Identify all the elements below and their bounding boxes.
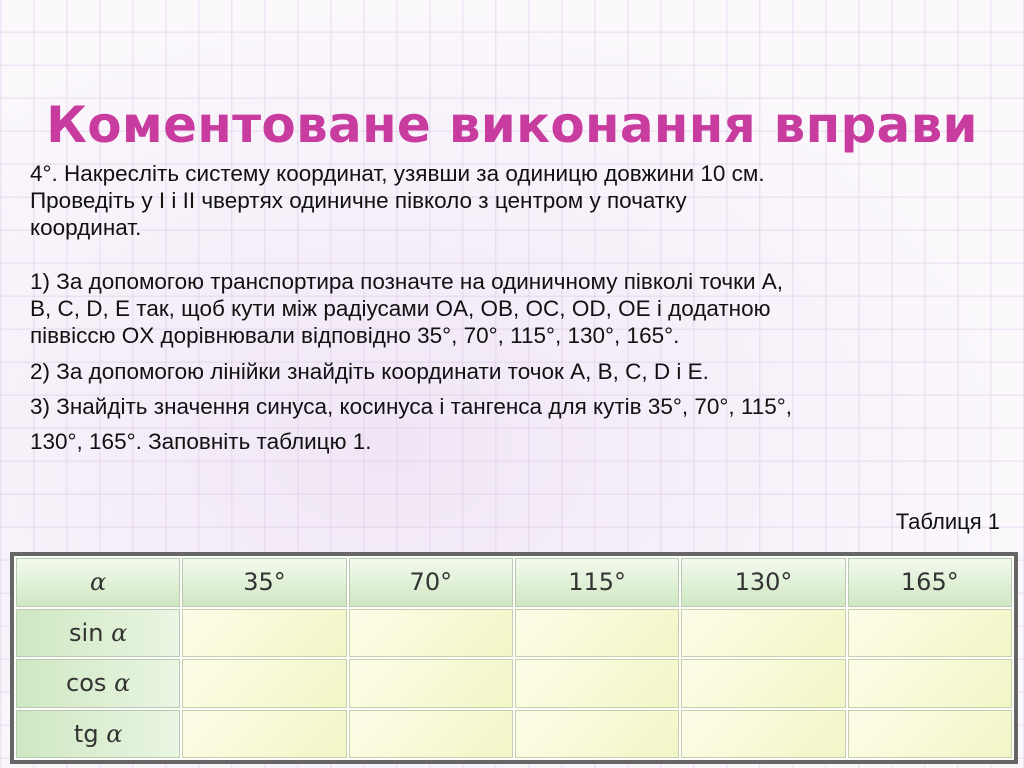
item1-line-3: піввіссю OX дорівнювали відповідно 35°, 70°, 115°, 130°, 165°. [30, 323, 680, 348]
item3-line-2: 130°, 165°. Заповніть таблицю 1. [30, 429, 372, 454]
intro-line-3: координат. [30, 215, 142, 240]
intro-line-2: Проведіть у І і ІІ чвертях одиничне півколо з центром у початку [30, 188, 687, 213]
row-header-sin [16, 609, 180, 658]
empty-cell[interactable] [349, 710, 513, 759]
column-header: 115° [515, 558, 679, 607]
table-row-sin [16, 609, 1012, 658]
alpha-symbol: α [111, 618, 128, 647]
empty-cell[interactable] [848, 609, 1012, 658]
table-row-tg [16, 710, 1012, 759]
column-header: 70° [349, 558, 513, 607]
item3-line-1: 3) Знайдіть значення синуса, косинуса і тангенса для кутів 35°, 70°, 115°, [30, 394, 793, 419]
func-name: cos [66, 669, 107, 698]
empty-cell[interactable] [182, 659, 346, 708]
empty-cell[interactable] [182, 710, 346, 759]
empty-cell[interactable] [681, 710, 845, 759]
empty-cell[interactable] [681, 609, 845, 658]
func-name: sin [69, 618, 104, 647]
alpha-symbol: α [90, 568, 107, 597]
item1-line-1: 1) За допомогою транспортира позначте на одиничному півколі точки A, [30, 269, 784, 294]
slide-title: Коментоване виконання вправи [46, 95, 978, 154]
empty-cell[interactable] [681, 659, 845, 708]
table-header-row [16, 558, 1012, 607]
empty-cell[interactable] [182, 609, 346, 658]
row-header-cos [16, 659, 180, 708]
column-header: 165° [848, 558, 1012, 607]
column-header: 35° [182, 558, 346, 607]
corner-header [16, 558, 180, 607]
table-caption: Таблиця 1 [895, 509, 1000, 534]
alpha-symbol: α [114, 669, 131, 698]
table-row-cos [16, 659, 1012, 708]
empty-cell[interactable] [349, 659, 513, 708]
item2-text: 2) За допомогою лінійки знайдіть координати точок A, B, C, D і E. [30, 359, 709, 384]
empty-cell[interactable] [515, 609, 679, 658]
exercise-text [30, 160, 1005, 459]
column-header: 130° [681, 558, 845, 607]
item1-line-2: B, C, D, E так, щоб кути між радіусами OA, OB, OC, OD, OE і додатною [30, 296, 771, 321]
empty-cell[interactable] [848, 659, 1012, 708]
empty-cell[interactable] [349, 609, 513, 658]
values-table [14, 556, 1014, 760]
values-table-frame [10, 552, 1018, 764]
row-header-tg [16, 710, 180, 759]
empty-cell[interactable] [515, 710, 679, 759]
empty-cell[interactable] [848, 710, 1012, 759]
alpha-symbol: α [106, 719, 123, 748]
intro-line-1: 4°. Накресліть систему координат, узявши за одиницю довжини 10 см. [30, 161, 765, 186]
empty-cell[interactable] [515, 659, 679, 708]
func-name: tg [73, 719, 99, 748]
